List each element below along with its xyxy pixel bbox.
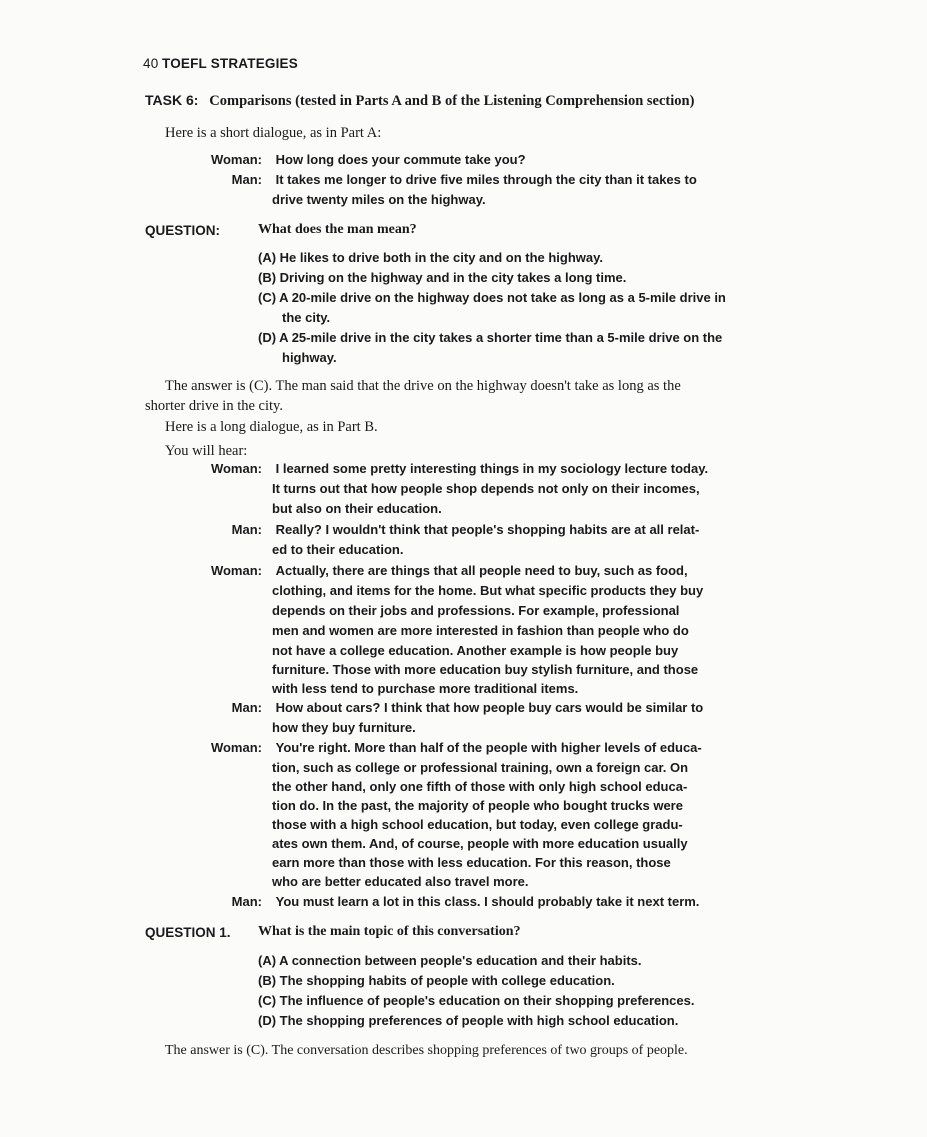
dialogue-text: Actually, there are things that all people need to buy, such as food, [275, 563, 688, 578]
dialogue-text: how they buy furniture. [272, 720, 416, 735]
dialogue-text: ates own them. And, of course, people with more education usually [272, 836, 688, 851]
question-text: What does the man mean? [258, 222, 417, 237]
page-number: 40 [143, 56, 159, 71]
speaker-label: Woman: [210, 461, 262, 476]
speaker-label: Man: [231, 522, 262, 537]
dialogue-text: men and women are more interested in fashion than people who do [272, 623, 689, 638]
speaker-label: Man: [231, 700, 262, 715]
dialogue-text: It takes me longer to drive five miles through the city than it takes to [275, 172, 697, 187]
dialogue-text: drive twenty miles on the highway. [272, 192, 486, 207]
dialogue-text: Really? I wouldn't think that people's shopping habits are at all relat- [275, 522, 700, 537]
dialogue-text: those with a high school education, but today, even college gradu- [272, 817, 683, 832]
answer-option-cont: highway. [282, 350, 337, 365]
dialogue-text: I learned some pretty interesting things in my sociology lecture today. [275, 461, 709, 476]
dialogue-line [182, 172, 697, 187]
question-label: QUESTION 1. [145, 925, 231, 940]
intro-long: Here is a long dialogue, as in Part B. [165, 419, 378, 435]
speaker-label: Woman: [210, 740, 262, 755]
answer-option: (A) A connection between people's education and their habits. [258, 953, 642, 968]
answer-option: (D) The shopping preferences of people with high school education. [258, 1013, 679, 1028]
dialogue-text: the other hand, only one fifth of those with only high school educa- [272, 779, 688, 794]
intro-short: Here is a short dialogue, as in Part A: [165, 125, 382, 141]
answer-option: (C) The influence of people's education on their shopping preferences. [258, 993, 695, 1008]
dialogue-text: ed to their education. [272, 542, 404, 557]
dialogue-text: not have a college education. Another example is how people buy [272, 643, 679, 658]
dialogue-text: It turns out that how people shop depends not only on their incomes, [272, 481, 700, 496]
dialogue-text: with less tend to purchase more traditional items. [272, 681, 579, 696]
dialogue-text: furniture. Those with more education buy stylish furniture, and those [272, 662, 699, 677]
dialogue-text: but also on their education. [272, 501, 442, 516]
dialogue-text: depends on their jobs and professions. For example, professional [272, 603, 680, 618]
speaker-label: Man: [231, 894, 262, 909]
answer-long: The answer is (C). The conversation describes shopping preferences of two groups of people. [165, 1043, 688, 1058]
question-text: What is the main topic of this conversation? [258, 924, 521, 939]
dialogue-line [182, 740, 702, 755]
speaker-label: Woman: [210, 563, 262, 578]
task-title: Comparisons (tested in Parts A and B of the Listening Comprehension section) [209, 93, 695, 109]
dialogue-text: How about cars? I think that how people buy cars would be similar to [275, 700, 704, 715]
running-head [143, 56, 298, 72]
question-long [145, 924, 231, 942]
dialogue-text: earn more than those with less education. For this reason, those [272, 855, 671, 870]
dialogue-text: clothing, and items for the home. But what specific products they buy [272, 583, 704, 598]
answer-short: The answer is (C). The man said that the drive on the highway doesn't take as long as the [165, 378, 681, 394]
dialogue-line [182, 894, 699, 909]
answer-short-cont: shorter drive in the city. [145, 398, 283, 414]
dialogue-line [182, 522, 699, 537]
speaker-label: Woman: [210, 152, 262, 167]
task-label: TASK 6: [145, 92, 199, 108]
answer-option: (B) The shopping habits of people with college education. [258, 973, 615, 988]
speaker-label: Man: [231, 172, 262, 187]
dialogue-text: tion do. In the past, the majority of people who bought trucks were [272, 798, 683, 813]
answer-option: (A) He likes to drive both in the city and on the highway. [258, 250, 604, 265]
running-head-title: TOEFL STRATEGIES [162, 56, 298, 71]
dialogue-text: You're right. More than half of the people with higher levels of educa- [275, 740, 702, 755]
dialogue-line [182, 461, 708, 476]
dialogue-line [182, 563, 688, 578]
task-heading [145, 92, 694, 110]
dialogue-text: You must learn a lot in this class. I should probably take it next term. [275, 894, 700, 909]
dialogue-text: tion, such as college or professional training, own a foreign car. On [272, 760, 689, 775]
dialogue-text: How long does your commute take you? [275, 152, 526, 167]
you-will-hear: You will hear: [165, 443, 248, 459]
dialogue-line [182, 700, 703, 715]
answer-option: (B) Driving on the highway and in the city takes a long time. [258, 270, 627, 285]
dialogue-text: who are better educated also travel more. [272, 874, 529, 889]
question-short [145, 222, 220, 240]
question-label: QUESTION: [145, 223, 221, 238]
dialogue-line [182, 152, 526, 167]
answer-option-cont: the city. [282, 310, 331, 325]
answer-option: (C) A 20-mile drive on the highway does not take as long as a 5-mile drive in [258, 290, 726, 305]
answer-option: (D) A 25-mile drive in the city takes a shorter time than a 5-mile drive on the [258, 330, 723, 345]
